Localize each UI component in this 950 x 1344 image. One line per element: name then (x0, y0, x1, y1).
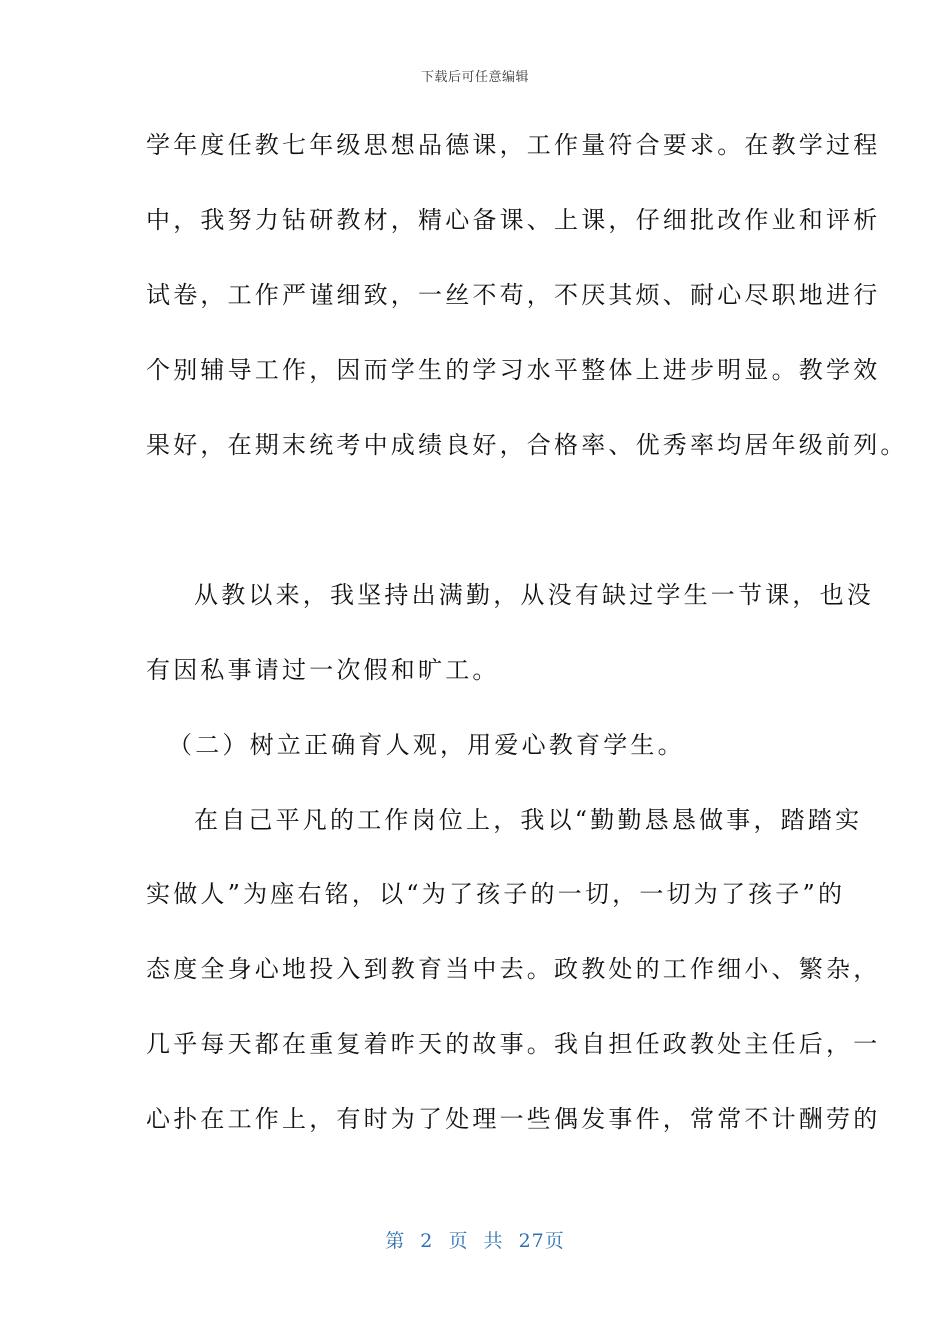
paragraph-line: 果好，在期末统考中成绩良好，合格率、优秀率均居年级前列。 (146, 431, 908, 459)
paragraph-line: 从教以来，我坚持出满勤，从没有缺过学生一节课，也没 (194, 581, 874, 609)
current-page-number: 2 (420, 1230, 434, 1252)
paragraph-line: 中，我努力钻研教材，精心备课、上课，仔细批改作业和评析 (146, 206, 881, 234)
footer-label-gong: 共 (483, 1230, 504, 1252)
section-heading: （二）树立正确育人观，用爱心教育学生。 (168, 731, 685, 759)
page-header: 下载后可任意编辑 (420, 70, 529, 85)
paragraph-line: 实做人”为座右铭，以“为了孩子的一切，一切为了孩子”的 (146, 880, 846, 908)
paragraph-line: 几乎每天都在重复着昨天的故事。我自担任政教处主任后，一 (146, 1030, 881, 1058)
paragraph-line: 态度全身心地投入到教育当中去。政教处的工作细小、繁杂， (146, 955, 881, 983)
paragraph-line: 学年度任教七年级思想品德课，工作量符合要求。在教学过程 (146, 131, 881, 159)
footer-label-ye2: 页 (544, 1230, 565, 1252)
paragraph-line: 有因私事请过一次假和旷工。 (146, 656, 500, 684)
paragraph-line: 个别辅导工作，因而学生的学习水平整体上进步明显。教学效 (146, 356, 881, 384)
paragraph-line: 在自己平凡的工作岗位上，我以“勤勤恳恳做事，踏踏实 (194, 806, 863, 834)
footer-label-ye: 页 (448, 1230, 469, 1252)
footer-label-di: 第 (385, 1230, 406, 1252)
paragraph-line: 试卷，工作严谨细致，一丝不苟，不厌其烦、耐心尽职地进行 (146, 281, 881, 309)
paragraph-line: 心扑在工作上，有时为了处理一些偶发事件，常常不计酬劳的 (146, 1105, 881, 1133)
page-footer (0, 1226, 950, 1253)
total-pages-number: 27 (518, 1230, 545, 1252)
